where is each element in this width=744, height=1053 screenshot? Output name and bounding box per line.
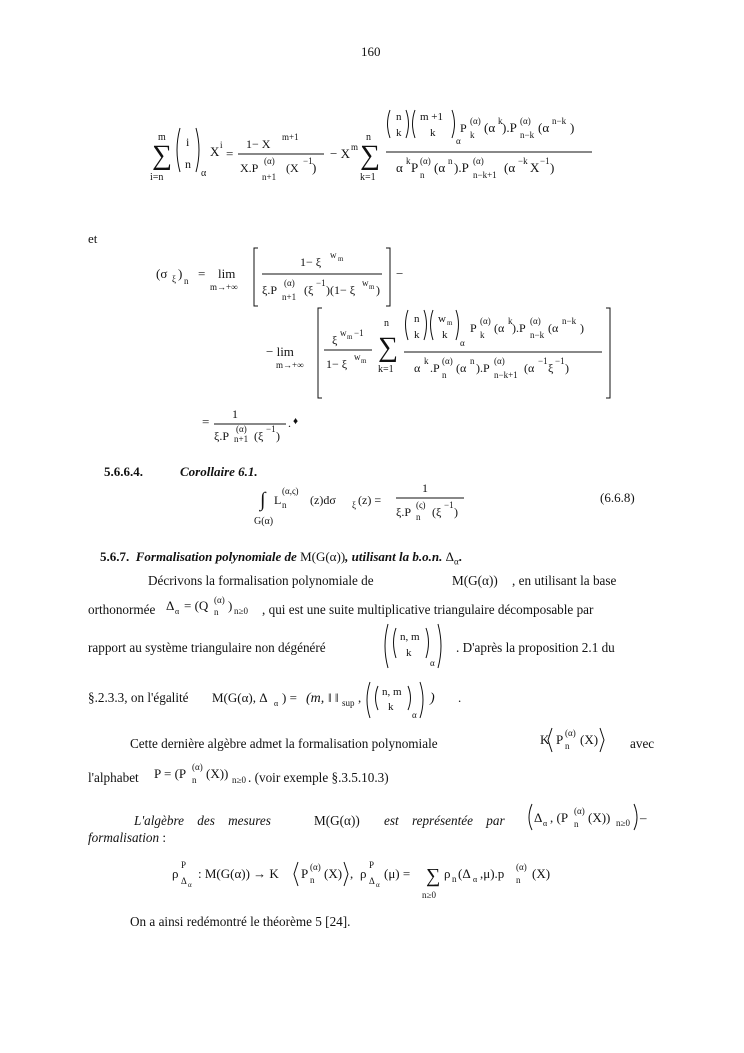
svg-text:ρ: ρ	[172, 866, 179, 881]
svg-text:).P: ).P	[512, 321, 526, 335]
para1-line2-b: , qui est une suite multiplicative triangulaire décomposable par	[262, 602, 594, 617]
svg-text:α: α	[543, 819, 548, 828]
svg-text:): )	[178, 266, 183, 281]
equals2: =	[198, 266, 206, 281]
svg-text:(X): (X)	[580, 732, 599, 747]
svg-text:): )	[312, 160, 317, 175]
svg-text:=: =	[202, 414, 210, 429]
algebra-equality	[210, 678, 470, 722]
svg-text:P: P	[181, 860, 187, 870]
svg-text:n: n	[448, 156, 453, 166]
para2-line2-b: . (voir exemple §.3.5.10.3)	[248, 770, 389, 785]
svg-text:m: m	[369, 283, 375, 291]
para3-line1-b: est représentée par	[384, 813, 505, 828]
para3-line1-a: L'algèbre des mesures	[134, 813, 271, 828]
svg-text:α: α	[456, 136, 461, 146]
svg-text:w: w	[362, 278, 369, 288]
svg-text:M(G(α), Δ: M(G(α), Δ	[212, 690, 268, 705]
svg-text:−1: −1	[444, 500, 454, 510]
svg-text:).P: ).P	[454, 160, 469, 175]
rhs-num: 1	[422, 481, 428, 495]
sum2-upper: n	[366, 132, 371, 143]
svg-text:P: P	[301, 866, 309, 881]
svg-text:n: n	[516, 875, 521, 885]
svg-text:α: α	[274, 699, 279, 708]
svg-text:n: n	[574, 819, 579, 829]
binom2-top: w	[438, 313, 446, 325]
alpha-sub: α	[201, 168, 207, 179]
svg-text:): )	[550, 160, 555, 175]
svg-text:: M(G(α)) → K: : M(G(α)) → K	[198, 866, 279, 881]
svg-text:P: P	[470, 321, 477, 335]
svg-text:n−k+1: n−k+1	[494, 370, 518, 380]
section-title-b: , utilisant la b.o.n.	[345, 549, 443, 564]
frac2-den: 1− ξ	[326, 357, 348, 371]
frac1-den-arg-exp: −1	[303, 156, 313, 166]
integrand-rest-sub: ξ	[352, 500, 357, 510]
svg-text:): )	[276, 429, 280, 443]
rhs-den: ξ.P	[396, 505, 412, 519]
svg-text:): )	[228, 598, 233, 613]
measures-algebra: M(G(α))	[314, 813, 360, 828]
num-binom1-bottom: k	[396, 127, 402, 139]
conjunction-et: et	[88, 231, 98, 246]
corollary-title: Corollaire 6.1.	[180, 464, 258, 479]
svg-text:(α): (α)	[494, 356, 505, 366]
svg-text:(X): (X)	[532, 866, 551, 881]
svg-text:(X): (X)	[324, 866, 343, 881]
frac1-den-sub: n+1	[262, 172, 277, 182]
frac-den-sup: (α)	[284, 278, 295, 288]
triangular-system-binom	[382, 622, 452, 674]
sum-upper-limit: m	[158, 132, 166, 143]
svg-text:n: n	[214, 607, 219, 617]
para1-line4-a: §.2.3.3, on l'égalité	[88, 690, 189, 705]
num-rest: P	[460, 121, 467, 135]
frac2-num: ξ	[332, 333, 338, 347]
svg-text:n−k: n−k	[530, 330, 545, 340]
binom1-bottom: k	[414, 329, 420, 341]
frac1-den-sup: (α)	[264, 156, 275, 166]
svg-text:(α: (α	[434, 160, 446, 175]
svg-text:n: n	[452, 874, 457, 884]
integrand-rest: (z)dσ	[310, 493, 336, 507]
svg-text:): )	[570, 120, 575, 135]
svg-text:(α: (α	[524, 361, 535, 375]
num-binom1-top: n	[396, 111, 402, 123]
svg-text:): )	[580, 321, 584, 335]
svg-text:k: k	[480, 330, 485, 340]
svg-text:α: α	[414, 361, 421, 375]
equals: =	[226, 146, 234, 161]
delta-p-pair	[524, 800, 664, 832]
svg-text:(α): (α)	[480, 316, 491, 326]
x-inv: X	[530, 160, 540, 175]
svg-text:m: m	[447, 319, 453, 327]
equation-number: (6.6.8)	[600, 490, 635, 505]
polynomial-formalisation	[538, 724, 618, 754]
para2-line2-a: l'alphabet	[88, 770, 139, 785]
section-title-delta: Δ	[445, 549, 454, 564]
svg-text:n−k: n−k	[520, 130, 535, 140]
svg-text:(α): (α)	[310, 862, 321, 872]
svg-text:α: α	[175, 607, 180, 616]
corollary-number: 5.6.6.4.	[104, 464, 143, 479]
frac-num: 1− ξ	[300, 255, 322, 269]
section-title-a: Formalisation polynomiale de	[135, 549, 297, 564]
svg-text:α: α	[376, 881, 380, 889]
svg-text:∑: ∑	[378, 332, 398, 363]
svg-text:ρ: ρ	[360, 866, 367, 881]
svg-text:n: n	[565, 741, 570, 751]
svg-text:Δ: Δ	[166, 598, 175, 613]
lim2-sub: m→+∞	[276, 360, 304, 370]
frac1-num: 1− X	[246, 137, 271, 151]
para1-line3-b: . D'après la proposition 2.1 du	[456, 640, 615, 655]
num-binom2-bottom: k	[430, 127, 436, 139]
xm-exp: m	[351, 142, 359, 152]
svg-text:(m,: (m,	[306, 691, 325, 706]
sigma-symbol: ∑	[152, 140, 172, 171]
svg-text:k: k	[498, 116, 503, 126]
sum-lower-limit: i=n	[150, 172, 164, 183]
svg-text:k: k	[470, 130, 475, 140]
svg-text:Δ: Δ	[534, 810, 543, 825]
svg-text:(μ) =: (μ) =	[384, 866, 411, 881]
svg-text:α: α	[188, 881, 192, 889]
svg-text:−1: −1	[266, 424, 276, 434]
frac-den: ξ.P	[262, 283, 278, 297]
result-den: ξ.P	[214, 429, 230, 443]
svg-text:n, m: n, m	[400, 631, 420, 643]
svg-text:m: m	[347, 333, 353, 341]
lim1-sub: m→+∞	[210, 282, 238, 292]
svg-text:n: n	[192, 775, 197, 785]
svg-text:P = (P: P = (P	[154, 766, 187, 781]
svg-text:(α): (α)	[214, 595, 225, 605]
svg-text:α: α	[412, 710, 417, 720]
svg-text:(α): (α)	[192, 762, 203, 772]
svg-text:n≥0: n≥0	[234, 606, 248, 616]
binom-bottom: n	[185, 157, 191, 171]
svg-text:).P: ).P	[502, 120, 517, 135]
integrand-z: (z) =	[358, 493, 382, 507]
formula-rho-map	[170, 856, 590, 902]
frac-den-sub: n+1	[282, 292, 297, 302]
section-number: 5.6.7.	[100, 549, 130, 564]
x-power-exp: i	[220, 140, 223, 150]
svg-text:(Δ: (Δ	[458, 866, 471, 881]
svg-text:(α): (α)	[420, 156, 431, 166]
svg-text:(α): (α)	[236, 424, 247, 434]
svg-text:P: P	[556, 732, 564, 747]
sum2-lower: k=1	[360, 172, 376, 183]
svg-text:= (Q: = (Q	[184, 598, 209, 613]
result-num: 1	[232, 407, 238, 421]
frac2-num-exp-tail: −1	[354, 328, 364, 338]
svg-text:m: m	[361, 357, 367, 365]
minus-xm: − X	[330, 146, 350, 161]
para2-line1-a: Cette dernière algèbre admet la formalisation polynomiale	[130, 736, 438, 751]
rhs-den-sub: n	[416, 512, 421, 522]
frac1-den-arg: (X	[286, 161, 299, 175]
frac1-den: X.P	[240, 161, 259, 175]
svg-text:ξ: ξ	[548, 361, 554, 375]
svg-text:k: k	[388, 701, 394, 713]
para1-line2-a: orthonormée	[88, 602, 156, 617]
formula-sigma-limit	[150, 244, 630, 444]
sigma-sub: ξ	[172, 274, 177, 284]
svg-text:−1: −1	[540, 156, 550, 166]
svg-text:.: .	[288, 416, 291, 430]
svg-text:(α): (α)	[473, 156, 484, 166]
svg-text:(X)): (X))	[588, 810, 611, 825]
svg-text:.: .	[458, 690, 462, 705]
svg-text:P: P	[369, 860, 375, 870]
svg-text:).P: ).P	[476, 361, 490, 375]
svg-text:n−k: n−k	[562, 316, 577, 326]
svg-text:(α: (α	[538, 120, 550, 135]
para1-line3-a: rapport au système triangulaire non dégénéré	[88, 640, 326, 655]
svg-text:n: n	[310, 875, 315, 885]
svg-text:n−k+1: n−k+1	[473, 170, 497, 180]
frac1-num-exp: m+1	[282, 132, 299, 142]
svg-text:,: ,	[358, 690, 362, 705]
binom1-top: n	[414, 313, 420, 325]
svg-text:n, m: n, m	[382, 686, 402, 698]
svg-text:Δ: Δ	[369, 876, 375, 886]
svg-text:(α): (α)	[530, 316, 541, 326]
svg-text:): )	[565, 361, 569, 375]
end-diamond: ♦	[293, 416, 299, 427]
svg-text:(α: (α	[504, 160, 516, 175]
svg-text:n≥0: n≥0	[616, 818, 630, 828]
svg-text:(α): (α)	[565, 728, 576, 738]
frac-num-exp: w	[330, 250, 337, 260]
svg-text:(α): (α)	[574, 806, 585, 816]
svg-text:(α): (α)	[470, 116, 481, 126]
page-number: 160	[361, 44, 381, 59]
svg-text:(α): (α)	[520, 116, 531, 126]
svg-text:n+1: n+1	[234, 434, 249, 444]
binom-alpha: α	[460, 338, 465, 348]
para1-line1-a: Décrivons la formalisation polynomiale de	[148, 573, 374, 588]
section-title-math: M(G(α))	[300, 549, 346, 564]
svg-text:(ξ: (ξ	[254, 429, 264, 443]
svg-text:(α: (α	[494, 321, 505, 335]
svg-text:): )	[430, 691, 435, 706]
svg-text:n: n	[470, 356, 475, 366]
svg-text:(ξ: (ξ	[432, 505, 442, 519]
svg-text:(α: (α	[484, 120, 496, 135]
para1-line1-math: M(G(α))	[452, 573, 498, 588]
svg-text:∑: ∑	[426, 865, 441, 887]
closing-sentence: On a ainsi redémontré le théorème 5 [24].	[130, 914, 351, 929]
svg-text:k: k	[424, 356, 429, 366]
svg-text:,: ,	[350, 866, 354, 881]
svg-text:,μ).p: ,μ).p	[480, 866, 505, 881]
svg-text:(α: (α	[456, 361, 467, 375]
svg-text:n≥0: n≥0	[422, 890, 436, 900]
svg-text:(α: (α	[548, 321, 559, 335]
svg-text:sup: sup	[342, 698, 355, 708]
svg-text:n: n	[442, 370, 447, 380]
rhs-den-sup: (ς)	[416, 500, 426, 510]
svg-text:): )	[454, 505, 458, 519]
svg-text:w: w	[354, 352, 361, 362]
den-rest: α	[396, 160, 403, 175]
svg-text:P: P	[411, 160, 419, 175]
svg-text:α: α	[473, 875, 478, 884]
lim1: lim	[218, 266, 236, 281]
svg-text:(α): (α)	[442, 356, 453, 366]
formula-integral	[250, 478, 490, 530]
svg-text:∫: ∫	[260, 489, 266, 511]
svg-text:n: n	[420, 170, 425, 180]
x-power: X	[210, 144, 220, 159]
binom-top: i	[186, 135, 190, 149]
svg-text:‖ ‖: ‖ ‖	[328, 690, 339, 705]
svg-text:−1: −1	[555, 356, 565, 366]
svg-text:)(1− ξ: )(1− ξ	[326, 283, 356, 297]
svg-text:−k: −k	[518, 156, 528, 166]
sum-upper: n	[384, 318, 389, 329]
svg-text:n≥0: n≥0	[232, 775, 246, 785]
integrand: L	[274, 493, 282, 507]
svg-text:ρ: ρ	[444, 866, 451, 881]
integrand-sub: n	[282, 500, 287, 510]
integrand-sup: (α,ς)	[282, 486, 299, 496]
svg-text:K: K	[540, 732, 550, 747]
para2-line1-b: avec	[630, 736, 655, 751]
section-heading: 5.6.7. Formalisation polynomiale de M(G(α)), utilisant la b.o.n. $\Delta_\alpha$.	[100, 549, 462, 567]
sum-lower: k=1	[378, 364, 394, 375]
svg-text:k: k	[508, 316, 513, 326]
svg-text:(X)): (X))	[206, 766, 229, 781]
svg-text:k: k	[406, 156, 411, 166]
svg-text:−1: −1	[316, 278, 326, 288]
svg-text:−1: −1	[538, 356, 548, 366]
svg-text:n−k: n−k	[552, 116, 567, 126]
svg-text:(α): (α)	[516, 862, 527, 872]
integral-domain: G(α)	[254, 516, 274, 527]
sigma-open: (σ	[156, 266, 168, 281]
svg-text:(ξ: (ξ	[304, 283, 314, 297]
svg-text:, (P: , (P	[550, 810, 569, 825]
svg-text:α: α	[430, 658, 435, 668]
svg-text:m: m	[338, 255, 344, 263]
svg-text:k: k	[406, 647, 412, 659]
para3-line2: formalisation :	[88, 830, 167, 845]
minus-sign: −	[396, 266, 404, 281]
para1-line1-b: , en utilisant la base	[512, 573, 617, 588]
formula-sum-identity	[140, 98, 610, 190]
svg-text:): )	[376, 283, 380, 297]
num-binom2-top: m +1	[420, 111, 444, 123]
binom2-bottom: k	[442, 329, 448, 341]
svg-text:∑: ∑	[360, 140, 380, 171]
svg-text:) =: ) =	[282, 690, 297, 705]
svg-text:Δ: Δ	[181, 876, 187, 886]
lim2: − lim	[266, 344, 294, 359]
sigma-n: n	[184, 276, 189, 286]
svg-text:–: –	[640, 810, 647, 825]
frac2-num-exp: w	[340, 328, 347, 338]
svg-text:.P: .P	[430, 361, 440, 375]
